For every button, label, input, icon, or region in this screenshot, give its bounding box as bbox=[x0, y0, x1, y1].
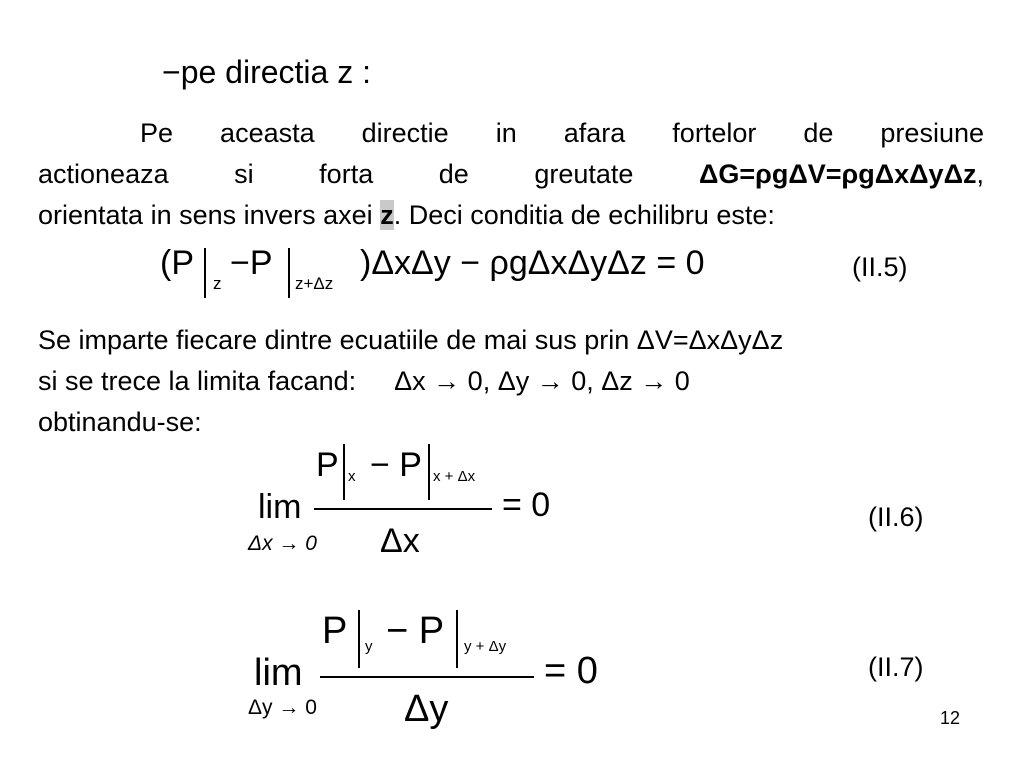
eq7-sub-y: y bbox=[365, 638, 373, 655]
weight-formula: ΔG=ρgΔV=ρgΔxΔyΔz bbox=[698, 159, 977, 189]
axis-symbol: z bbox=[380, 200, 394, 230]
eq7-num-p: P bbox=[322, 610, 348, 652]
paragraph-line bbox=[38, 113, 984, 154]
eq6-den: Δx bbox=[380, 522, 420, 560]
eq7-eval-bar bbox=[456, 610, 458, 668]
paragraph-text: Pe aceasta directie in afara fortelor de presiune bbox=[140, 118, 984, 148]
eq5-eval-bar bbox=[204, 248, 206, 298]
eq6-fraction-bar bbox=[314, 508, 492, 510]
paragraph-text: . Deci conditia de echilibru este: bbox=[393, 200, 775, 230]
equation-ii6 bbox=[248, 440, 588, 570]
paragraph-text: , bbox=[976, 159, 984, 189]
limits-text: Δx → 0, Δy → 0, Δz → 0 bbox=[394, 366, 690, 396]
eq5-sub-zdz: z+Δz bbox=[295, 274, 334, 293]
eq6-num-minus-p: − P bbox=[370, 446, 422, 484]
eq5-rest: )ΔxΔy − ρgΔxΔyΔz = 0 bbox=[360, 244, 705, 282]
paragraph-line bbox=[38, 154, 984, 195]
eq6-num-p: P bbox=[316, 446, 339, 484]
paragraph-limits bbox=[38, 320, 783, 443]
eq7-fraction-bar bbox=[320, 676, 534, 678]
eq5-open: (P bbox=[160, 244, 194, 282]
equation-ii7 bbox=[248, 604, 648, 744]
eq7-lim-under: Δy → 0 bbox=[248, 696, 317, 719]
paragraph-text: actioneaza si forta de greutate bbox=[38, 159, 699, 189]
eq5-minus-p: −P bbox=[230, 244, 273, 282]
eq6-sub-xdx: x + Δx bbox=[433, 468, 476, 485]
eq5-eval-bar bbox=[288, 248, 290, 298]
equation-label-ii5: (II.5) bbox=[852, 252, 908, 282]
eq7-rhs: = 0 bbox=[544, 650, 598, 692]
paragraph-text: si se trece la limita facand: bbox=[38, 366, 357, 396]
equation-ii5 bbox=[160, 244, 760, 300]
paragraph-text: orientata in sens invers axei bbox=[38, 200, 381, 230]
equation-label-ii7: (II.7) bbox=[868, 652, 924, 682]
eq6-eval-bar bbox=[428, 444, 430, 500]
eq6-lim: lim bbox=[258, 488, 302, 526]
eq7-lim: lim bbox=[254, 652, 303, 694]
eq7-num-minus-p: − P bbox=[386, 610, 445, 652]
eq6-eval-bar bbox=[343, 444, 345, 500]
equation-label-ii6: (II.6) bbox=[868, 502, 924, 532]
page-number: 12 bbox=[940, 708, 961, 728]
eq7-den: Δy bbox=[404, 688, 449, 730]
section-heading: −pe directia z : bbox=[162, 54, 371, 90]
paragraph-line: obtinandu-se: bbox=[38, 407, 202, 437]
paragraph-forces bbox=[38, 113, 984, 236]
paragraph-line bbox=[38, 195, 984, 236]
eq7-sub-ydy: y + Δy bbox=[464, 638, 507, 655]
paragraph-line: Se imparte fiecare dintre ecuatiile de mai sus prin ΔV=ΔxΔyΔz bbox=[38, 325, 784, 355]
eq5-sub-z: z bbox=[213, 274, 222, 293]
eq6-rhs: = 0 bbox=[502, 486, 551, 524]
eq6-lim-under: Δx → 0 bbox=[248, 532, 317, 555]
eq6-sub-x: x bbox=[348, 468, 356, 485]
eq7-eval-bar bbox=[358, 610, 360, 668]
paragraph-line bbox=[38, 361, 783, 402]
